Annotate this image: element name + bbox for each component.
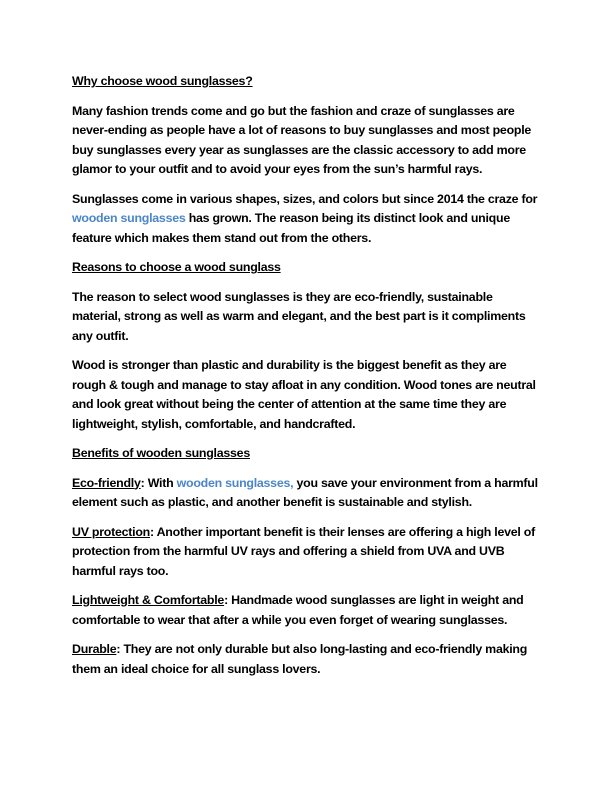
benefit-eco-friendly [72, 474, 540, 513]
benefit-term: Eco-friendly [72, 475, 141, 490]
benefit-term: Durable [72, 642, 117, 656]
paragraph-wood-stronger: Wood is stronger than plastic and durability is the biggest benefit as they are rough & tough and manage to stay afloat in any condition. Wood tones are neutral and look great without being the center of attention at the same time they are lightweight, stylish, comfortable, and handcrafted. [72, 358, 536, 431]
text: Handmade wood sunglasses are light in weight and comfortable to wear that after a while you even forget of wearing sunglasses. [72, 593, 524, 627]
text: has grown. The reason being its distinct look and unique feature which makes them stand out from the others. [72, 211, 510, 245]
document-page [72, 72, 540, 689]
paragraph-shapes-sizes [72, 190, 540, 249]
colon: : [224, 593, 228, 607]
wooden-sunglasses-link[interactable]: wooden sunglasses, [176, 475, 294, 490]
heading-reasons: Reasons to choose a wood sunglass [72, 260, 281, 274]
benefit-durable [72, 640, 540, 679]
text: They are not only durable but also long-lasting and eco-friendly making them an ideal choice for all sunglass lovers. [72, 642, 528, 676]
colon: : [116, 642, 121, 656]
heading-benefits: Benefits of wooden sunglasses [72, 446, 250, 460]
colon: : [149, 524, 154, 539]
text: you save your environment from a harmful element such as plastic, and another benefit is sustainable and stylish. [72, 475, 538, 509]
benefit-uv-protection [72, 523, 540, 582]
benefit-term: UV protection [72, 524, 150, 539]
wooden-sunglasses-link[interactable]: wooden sunglasses [72, 211, 186, 225]
text: Another important benefit is their lenses are offering a high level of protection from the harmful UV rays and offering a shield from UVA and UVB harmful rays too. [72, 524, 535, 578]
paragraph-fashion-trends: Many fashion trends come and go but the fashion and craze of sunglasses are never-ending as people have a lot of reasons to buy sunglasses and most people buy sunglasses every year as sunglasses are the classic accessory to add more glamor to your outfit and to avoid your eyes from the sun’s harmful rays. [72, 103, 532, 176]
benefit-term: Lightweight & Comfortable [72, 593, 225, 607]
text: Sunglasses come in various shapes, sizes, and colors but since 2014 the craze for [72, 191, 538, 206]
benefit-lightweight [72, 591, 540, 630]
colon: : [140, 475, 145, 490]
text: With [144, 475, 177, 490]
paragraph-eco-friendly-material: The reason to select wood sunglasses is they are eco-friendly, sustainable material, strong as well as warm and elegant, and the best part is it compliments any outfit. [72, 289, 526, 343]
heading-why-choose: Why choose wood sunglasses? [72, 74, 253, 88]
